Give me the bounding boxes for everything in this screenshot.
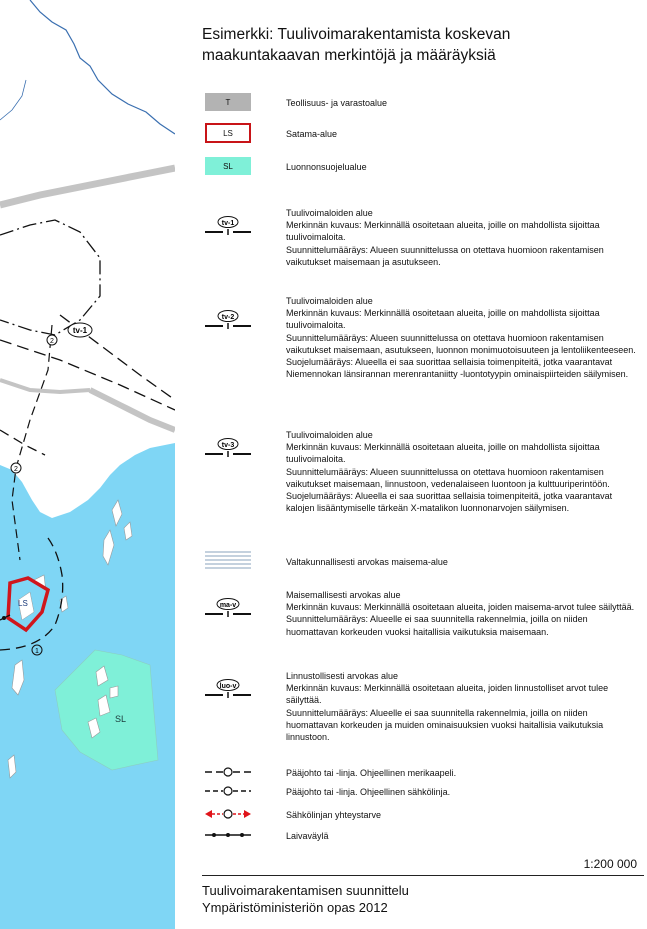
route-marker-label: 2 [14,466,18,473]
landscape-hatch-symbol [205,550,251,570]
description-line: Suojelumääräys: Alueella ei saa suorittaa sellaisia toimenpiteitä, jotka vaarantavat Niemennokan länsirannan merenrantaniitty -luontotyypin ominaispiirteiden säilymisen. [286,357,629,380]
legend-label: Satama-alue [286,129,338,139]
legend-label: Sähkölinjan yhteystarve [286,810,382,820]
footer-divider [202,875,644,876]
description-line: Suojelumääräys: Alueella ei saa suorittaa sellaisia toimenpiteitä, jotka vaarantavat kalojen lisääntymiselle tärkeän X-matalikon luonnonarvojen säilymisen. [286,491,613,514]
luov-symbol [205,678,251,702]
tv2-symbol [205,309,251,333]
route-marker-label: 2 [50,338,54,345]
description-line: Merkinnän kuvaus: Merkinnällä osoitetaan alueita, joille on mahdollista sijoittaa tuulivoimaloita. [286,220,600,243]
tv3-symbol [205,437,251,461]
svg-text:ma-v: ma-v [219,602,237,609]
description-line: Suunnittelumääräys: Alueen suunnittelussa on otettava huomioon rakentamisen vaikutukset maisemaan, linnustoon, vedenalaiseen luontoon ja kulttuuriperintöön. [286,466,610,489]
svg-text:tv-1: tv-1 [221,220,235,227]
tv1-symbol [205,215,251,239]
footer-line: Ympäristöministeriön opas 2012 [202,900,388,915]
legend-panel [175,0,647,929]
legend-description [286,207,636,268]
industrial-area-symbol: T [205,93,251,111]
legend-title: Esimerkki: Tuulivoimarakentamista koskevan maakuntakaavan merkintöjä ja määräyksiä [202,26,511,64]
route-marker-label: 1 [35,648,39,655]
scale-label: 1:200 000 [583,857,637,871]
power-line-symbol [205,783,251,799]
legend-label: Laivaväylä [286,831,329,841]
description-line: Suunnittelumääräys: Alueelle ei saa suunnitella rakennelmia, joilla on niiden huomattavan korkeuden vuoksi haitallisia vaikutuksia maisemaan. [286,614,588,637]
connection-need-symbol [205,806,251,822]
description-line: Merkinnän kuvaus: Merkinnällä osoitetaan alueita, joille on mahdollista sijoittaa tuulivoimaloita. [286,308,600,331]
harbour-area-symbol: LS [205,123,251,143]
legend-label: Luonnonsuojelualue [286,162,367,172]
cable-line-3 [0,430,45,455]
footer-line: Tuulivoimarakentamisen suunnittelu [202,883,409,898]
river [30,0,175,134]
description-line: Merkinnän kuvaus: Merkinnällä osoitetaan alueita, joiden linnustolliset arvot tulee säilyttää. [286,683,609,706]
route-marker-2-upper [47,335,57,345]
legend-description [286,429,636,514]
cable-line-1 [0,340,175,410]
nature-reserve-symbol: SL [205,157,251,175]
description-line: Merkinnän kuvaus: Merkinnällä osoitetaan alueita, joiden maisema-arvot tulee säilyttää. [286,602,635,613]
legend-label: Valtakunnallisesti arvokas maisema-alue [286,557,448,567]
description-line: Tuulivoimaloiden alue [286,296,373,306]
tv1-map-label [68,323,92,337]
description-line: Linnustollisesti arvokas alue [286,671,399,681]
description-line: Suunnittelumääräys: Alueen suunnittelussa on otettava huomioon rakentamisen vaikutukset maisemaan ja asutukseen. [286,244,604,267]
map-canvas [0,0,175,929]
footer [202,882,409,916]
legend-label: Teollisuus- ja varastoalue [286,98,388,108]
description-line: Merkinnän kuvaus: Merkinnällä osoitetaan alueita, joille on mahdollista sijoittaa tuulivoimaloita. [286,442,600,465]
tv1-label-text: tv-1 [72,326,88,335]
ls-map-label: LS [18,599,28,608]
description-line: Tuulivoimaloiden alue [286,208,373,218]
description-line: Suunnittelumääräys: Alueen suunnittelussa on otettava huomioon rakentamisen vaikutukset maisemaan, asutukseen, luonnon monimuotoisuuteen ja lentoliikenteeseen. [286,332,636,355]
route-marker-2-lower [11,463,21,473]
legend-description [286,589,636,638]
map-view[interactable] [0,0,175,929]
tv1-boundary [0,220,100,335]
shipping-lane-symbol [205,827,251,843]
legend-description [286,670,636,743]
road [0,168,175,205]
legend-description [286,295,636,380]
sea-cable-symbol [205,764,251,780]
svg-text:luo-v: luo-v [219,683,237,690]
legend-label: Pääjohto tai -linja. Ohjeellinen sähkölinja. [286,787,451,797]
legend-label: Pääjohto tai -linja. Ohjeellinen merikaapeli. [286,768,457,778]
description-line: Maisemallisesti arvokas alue [286,590,401,600]
route-marker-1 [32,645,42,655]
mav-symbol [205,597,251,621]
sl-map-label: SL [115,714,127,724]
svg-text:tv-2: tv-2 [221,314,235,321]
svg-text:tv-3: tv-3 [221,442,235,449]
description-line: Suunnittelumääräys: Alueelle ei saa suunnitella rakennelmia, joilla on niiden huomattavan korkeuden ja muiden ominaisuuksien vuoksi haitallisia vaikutuksia linnustoon. [286,707,604,743]
description-line: Tuulivoimaloiden alue [286,430,373,440]
